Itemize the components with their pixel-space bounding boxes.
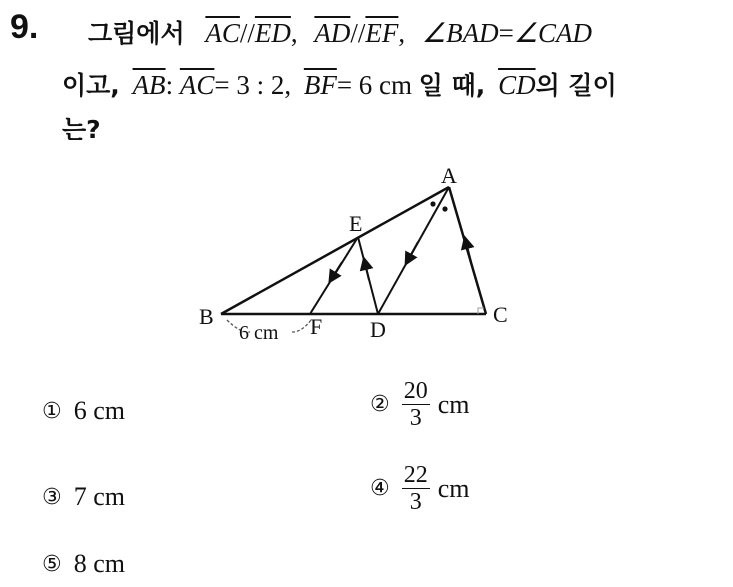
segment-ac-2: $\overline{AC}$ — [179, 70, 215, 100]
option-5-value: 8 — [73, 549, 87, 578]
segment-ab: $\overline{AB}$ — [132, 70, 166, 100]
ratio-colon: : — [165, 70, 174, 100]
label-f: F — [310, 314, 323, 339]
option-4-marker: ④ — [370, 476, 390, 502]
question-number: 9. — [10, 8, 39, 46]
option-5[interactable] — [42, 549, 125, 579]
option-3-marker: ③ — [42, 484, 62, 510]
option-2[interactable] — [370, 378, 470, 432]
option-1[interactable] — [42, 396, 125, 426]
comma-1: , — [290, 18, 298, 48]
label-c: C — [493, 302, 508, 327]
angle-dot-2 — [442, 206, 447, 211]
option-3-value: 7 — [73, 482, 87, 511]
option-3-unit: cm — [93, 482, 125, 511]
option-3[interactable] — [42, 482, 125, 512]
bf-value: = 6 cm — [336, 70, 413, 100]
angle-cad: ∠CAD — [513, 18, 593, 48]
option-1-unit: cm — [93, 396, 125, 425]
option-5-unit: cm — [93, 549, 125, 578]
label-e: E — [349, 211, 363, 236]
segment-ac: $\overline{AC}$ — [205, 18, 240, 48]
comma-2: , — [398, 18, 406, 48]
equals-sign: = — [498, 18, 514, 48]
segment-ad: $\overline{AD}$ — [314, 18, 351, 48]
option-1-marker: ① — [42, 398, 62, 424]
angle-bad: ∠BAD — [421, 18, 499, 48]
cd-suffix: 의 길이 — [535, 71, 617, 100]
option-2-fraction — [402, 378, 430, 432]
side-ab — [221, 187, 449, 314]
question-prefix: 그림에서 — [88, 19, 185, 48]
option-2-marker: ② — [370, 392, 390, 418]
option-4[interactable] — [370, 462, 470, 516]
ratio-value: = 3 : 2, — [214, 70, 292, 100]
option-2-unit: cm — [437, 389, 470, 419]
line3-text: 는? — [62, 115, 101, 144]
option-1-value: 6 — [73, 396, 87, 425]
option-5-marker: ⑤ — [42, 551, 62, 577]
option-2-numerator: 20 — [403, 378, 428, 404]
label-b: B — [199, 304, 214, 329]
label-a: A — [441, 163, 457, 188]
segment-ed: $\overline{ED}$ — [254, 18, 291, 48]
segment-ef: $\overline{EF}$ — [365, 18, 399, 48]
arrow-ad — [408, 242, 418, 260]
segment-cd: $\overline{CD}$ — [498, 70, 536, 100]
when-text: 일 때, — [418, 71, 486, 100]
option-4-fraction — [402, 462, 430, 516]
arrow-ed — [365, 263, 369, 280]
option-4-unit: cm — [437, 473, 470, 503]
segment-bf: $\overline{BF}$ — [303, 70, 337, 100]
arrow-ef — [332, 262, 342, 278]
parallel-sign-1: // — [239, 18, 255, 48]
parallel-sign-2: // — [350, 18, 366, 48]
label-bf-length: 6 cm — [239, 322, 279, 344]
option-4-numerator: 22 — [403, 462, 428, 488]
label-d: D — [370, 317, 386, 342]
option-2-denominator: 3 — [409, 405, 422, 432]
option-4-denominator: 3 — [409, 489, 422, 516]
line2-start: 이고, — [62, 71, 120, 100]
angle-dot-1 — [430, 201, 435, 206]
